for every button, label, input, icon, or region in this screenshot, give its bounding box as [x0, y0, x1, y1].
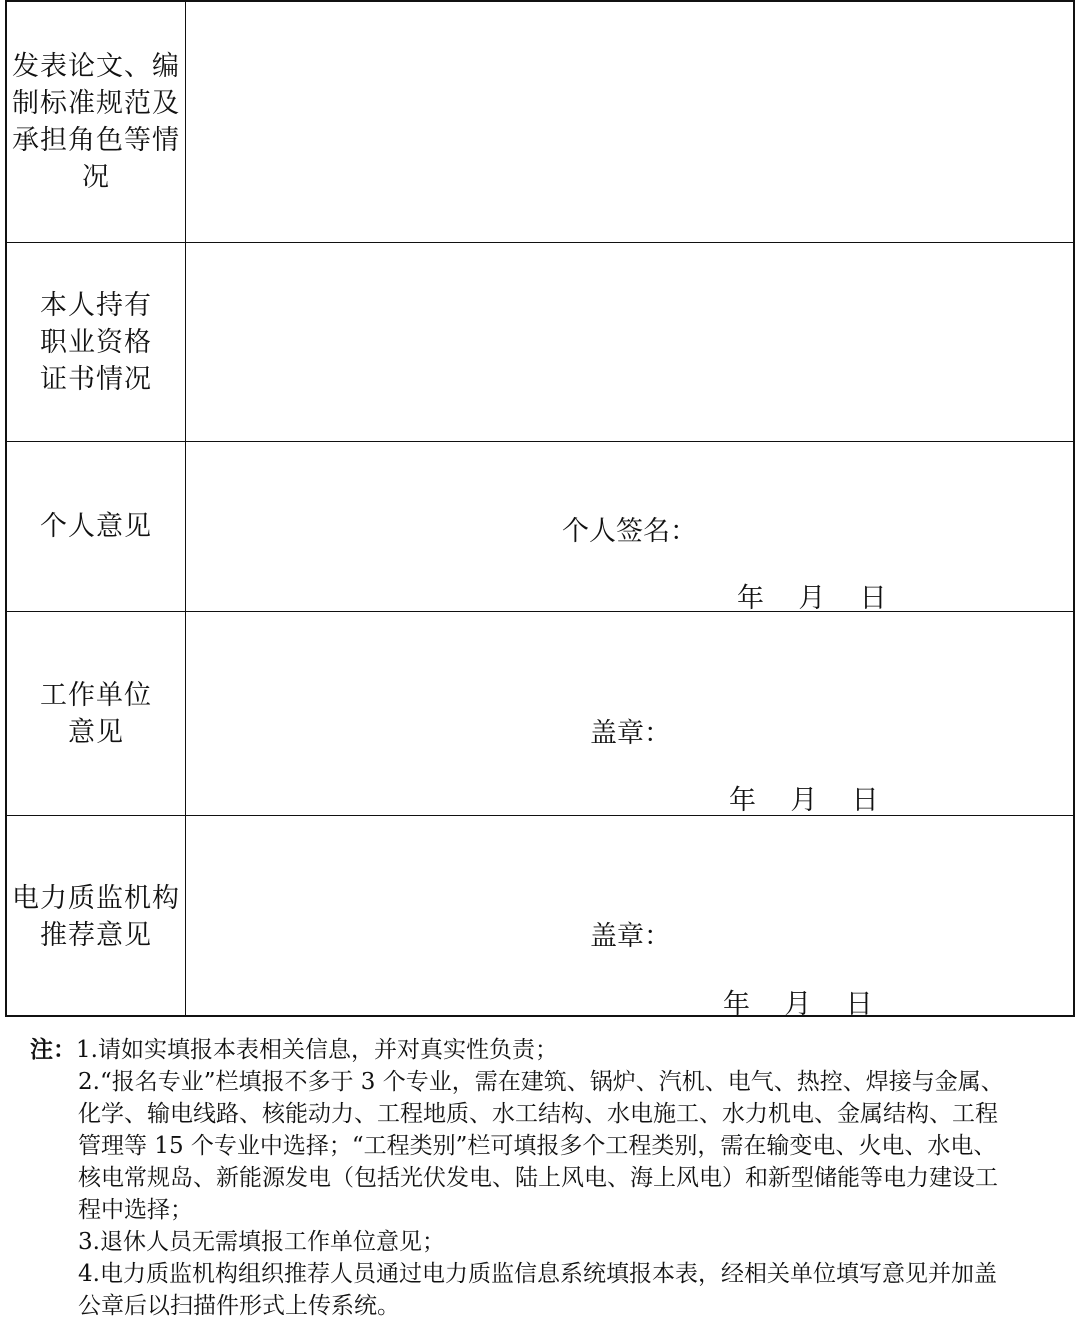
row-personal-opinion [7, 441, 1073, 614]
label-line: 工作单位 [40, 679, 152, 711]
date-label: 年 月 日 [737, 583, 887, 614]
column-divider [185, 442, 186, 611]
signature-label: 个人签名： [562, 516, 697, 547]
row-certificates [7, 242, 1073, 441]
application-form-table [5, 0, 1075, 1020]
label-line: 况 [82, 162, 110, 193]
column-divider [185, 612, 186, 815]
notes-heading: 注： [30, 1036, 76, 1063]
row-label [7, 816, 185, 1017]
column-divider [185, 243, 186, 441]
seal-label: 盖章： [590, 921, 671, 952]
label-line: 电力质监机构 [12, 882, 180, 914]
note-line: 程中选择； [78, 1197, 193, 1223]
label-line: 制标准规范及 [12, 88, 180, 119]
note-line: 管理等 15 个专业中选择；“工程类别”栏可填报多个工程类别，需在输变电、火电、水电、 [78, 1133, 997, 1159]
label-line: 本人持有 [40, 289, 152, 321]
note-line: 4.电力质监机构组织推荐人员通过电力质监信息系统填报本表，经相关单位填写意见并加盖 [78, 1261, 997, 1287]
column-divider [185, 816, 186, 1017]
note-line: 核电常规岛、新能源发电（包括光伏发电、陆上风电、海上风电）和新型储能等电力建设工 [78, 1165, 998, 1191]
label-line: 推荐意见 [40, 919, 152, 951]
row-employer-opinion [7, 611, 1073, 815]
note-line: 3.退休人员无需填报工作单位意见； [78, 1229, 445, 1255]
row-supervision-recommendation [7, 815, 1073, 1020]
label-line: 意见 [68, 716, 124, 748]
label-line: 发表论文、编 [12, 51, 180, 82]
label-line: 职业资格 [40, 326, 152, 358]
date-label: 年 月 日 [729, 785, 879, 816]
column-divider [185, 2, 186, 242]
row-label [7, 2, 185, 242]
note-line: 公章后以扫描件形式上传系统。 [78, 1293, 400, 1319]
note-line: 化学、输电线路、核能动力、工程地质、水工结构、水电施工、水力机电、金属结构、工程 [78, 1101, 998, 1127]
label-line: 承担角色等情 [12, 125, 180, 156]
note-line: 2.“报名专业”栏填报不多于 3 个专业，需在建筑、锅炉、汽机、电气、热控、焊接与金属、 [78, 1069, 1004, 1095]
row-label [7, 243, 185, 441]
note-text: 1.请如实填报本表相关信息，并对真实性负责； [76, 1037, 558, 1063]
table-bottom-border [5, 1015, 1075, 1017]
note-line [30, 1034, 1060, 1066]
row-label [7, 612, 185, 815]
label-line: 证书情况 [40, 363, 152, 395]
row-papers-standards [7, 0, 1073, 242]
notes-section [30, 1034, 1060, 1322]
row-label [7, 442, 185, 611]
label-line: 个人意见 [40, 511, 152, 542]
date-label: 年 月 日 [723, 989, 873, 1020]
seal-label: 盖章： [590, 718, 671, 749]
